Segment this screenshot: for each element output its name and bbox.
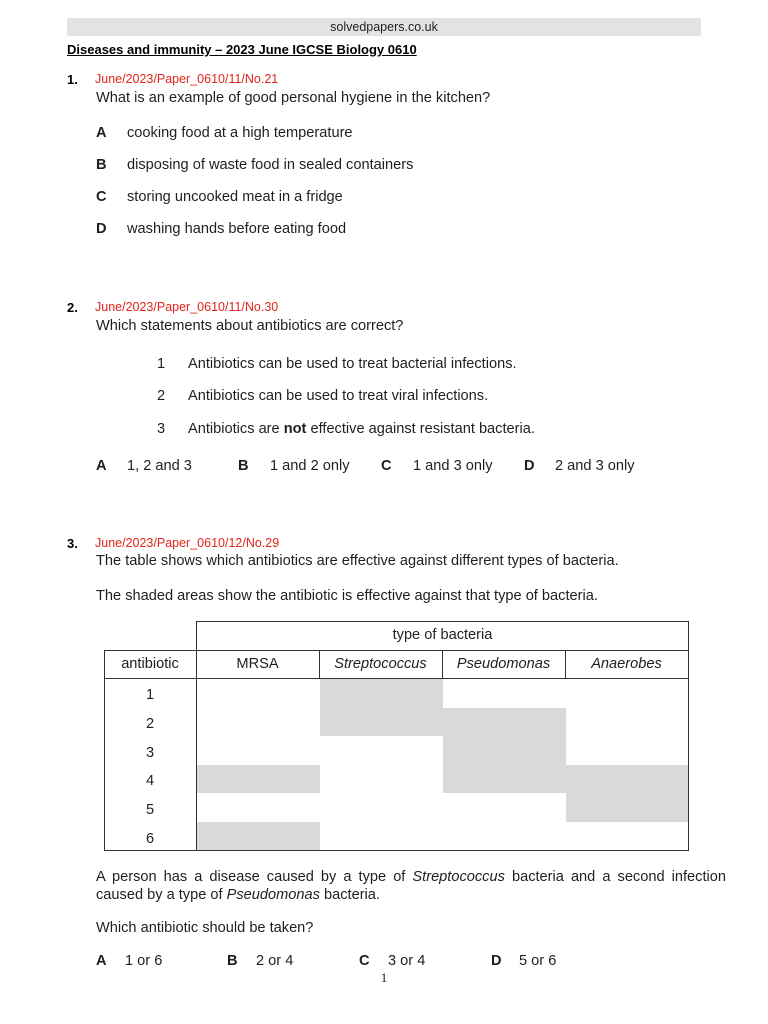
q3-option-c-text: 3 or 4 (388, 953, 426, 969)
table-right-border (688, 621, 689, 851)
q2-option-b-text: 1 and 2 only (270, 458, 350, 474)
statement-3-post: effective against resistant bacteria. (306, 421, 535, 437)
q2-option-a-text: 1, 2 and 3 (127, 458, 192, 474)
shaded-cell-antibiotic-2-pseudomonas (443, 708, 566, 737)
question-2-stem: Which statements about antibiotics are correct? (96, 318, 404, 334)
shaded-cell-antibiotic-2-streptococcus (320, 708, 443, 737)
column-mrsa: MRSA (236, 656, 279, 672)
q1-option-d-text: washing hands before eating food (127, 221, 347, 237)
column-anaerobes: Anaerobes (591, 656, 662, 672)
row-label-2: 2 (145, 716, 155, 732)
column-streptococcus: Streptococcus (334, 656, 427, 672)
statement-1-text: Antibiotics can be used to treat bacterial infections. (188, 356, 517, 372)
question-3-scenario (96, 868, 726, 904)
question-3-number: 3. (67, 536, 78, 551)
question-3-intro: The table shows which antibiotics are effective against different types of bacteria. (96, 553, 619, 569)
q3-option-c-letter: C (359, 953, 370, 969)
row-label-5: 5 (145, 802, 155, 818)
table-columns-divider (104, 678, 689, 679)
scenario-streptococcus: Streptococcus (412, 869, 505, 885)
table-bottom-border (104, 850, 689, 851)
shaded-cell-antibiotic-4-pseudomonas (443, 765, 566, 794)
shaded-cell-antibiotic-4-anaerobes (566, 765, 688, 794)
q1-option-d-letter: D (96, 221, 107, 237)
question-3-prompt: Which antibiotic should be taken? (96, 920, 314, 936)
page-number: 1 (380, 970, 388, 985)
scenario-pseudomonas: Pseudomonas (226, 887, 320, 903)
scenario-part-3: bacteria. (319, 887, 380, 903)
q3-option-a-letter: A (96, 953, 107, 969)
q1-option-a-letter: A (96, 125, 107, 141)
q2-option-c-text: 1 and 3 only (413, 458, 493, 474)
q3-option-d-text: 5 or 6 (519, 953, 557, 969)
column-pseudomonas: Pseudomonas (456, 656, 551, 672)
statement-2-text: Antibiotics can be used to treat viral infections. (188, 388, 489, 404)
q2-option-c-letter: C (381, 458, 392, 474)
question-1-stem: What is an example of good personal hygiene in the kitchen? (96, 90, 491, 106)
shaded-cell-antibiotic-4-mrsa (197, 765, 320, 794)
row-label-1: 1 (145, 687, 155, 703)
question-1-source: June/2023/Paper_0610/11/No.21 (95, 72, 279, 86)
question-1-number: 1. (67, 72, 78, 87)
table-header-divider (104, 650, 689, 651)
question-3-source: June/2023/Paper_0610/12/No.29 (95, 536, 280, 550)
statement-3-text (188, 421, 535, 437)
shaded-cell-antibiotic-3-pseudomonas (443, 736, 566, 765)
row-label-6: 6 (145, 831, 155, 847)
antibiotic-header: antibiotic (121, 656, 179, 672)
bacteria-antibiotic-table (104, 621, 689, 851)
type-of-bacteria-header: type of bacteria (392, 627, 493, 643)
scenario-part-2: bacteria and a second infection caused by a type of (96, 869, 726, 903)
statement-3-number: 3 (157, 421, 166, 437)
table-top-border (196, 621, 689, 622)
q2-option-d-letter: D (524, 458, 535, 474)
question-3-shading-note: The shaded areas show the antibiotic is effective against that type of bacteria. (96, 588, 598, 604)
site-banner: solvedpapers.co.uk (67, 18, 701, 36)
document-title: Diseases and immunity – 2023 June IGCSE Biology 0610 (67, 42, 417, 57)
q2-option-d-text: 2 and 3 only (555, 458, 635, 474)
q1-option-b-text: disposing of waste food in sealed containers (127, 157, 414, 173)
row-label-3: 3 (145, 745, 155, 761)
q1-option-b-letter: B (96, 157, 107, 173)
row-label-4: 4 (145, 773, 155, 789)
q3-option-b-letter: B (227, 953, 238, 969)
q1-option-c-letter: C (96, 189, 107, 205)
shaded-cell-antibiotic-1-streptococcus (320, 679, 443, 708)
scenario-part-1: A person has a disease caused by a type of (96, 869, 413, 885)
shaded-cell-antibiotic-6-mrsa (197, 822, 320, 851)
q3-option-b-text: 2 or 4 (256, 953, 294, 969)
statement-2-number: 2 (157, 388, 166, 404)
question-2-number: 2. (67, 300, 78, 315)
statement-3-emphasis: not (283, 421, 307, 437)
statement-3-pre: Antibiotics are (188, 421, 284, 437)
statement-1-number: 1 (157, 356, 166, 372)
question-2-source: June/2023/Paper_0610/11/No.30 (95, 300, 279, 314)
q1-option-c-text: storing uncooked meat in a fridge (127, 189, 343, 205)
q3-option-a-text: 1 or 6 (125, 953, 163, 969)
q3-option-d-letter: D (491, 953, 502, 969)
shaded-cell-antibiotic-5-anaerobes (566, 793, 688, 822)
q1-option-a-text: cooking food at a high temperature (127, 125, 353, 141)
q2-option-a-letter: A (96, 458, 107, 474)
q2-option-b-letter: B (238, 458, 249, 474)
